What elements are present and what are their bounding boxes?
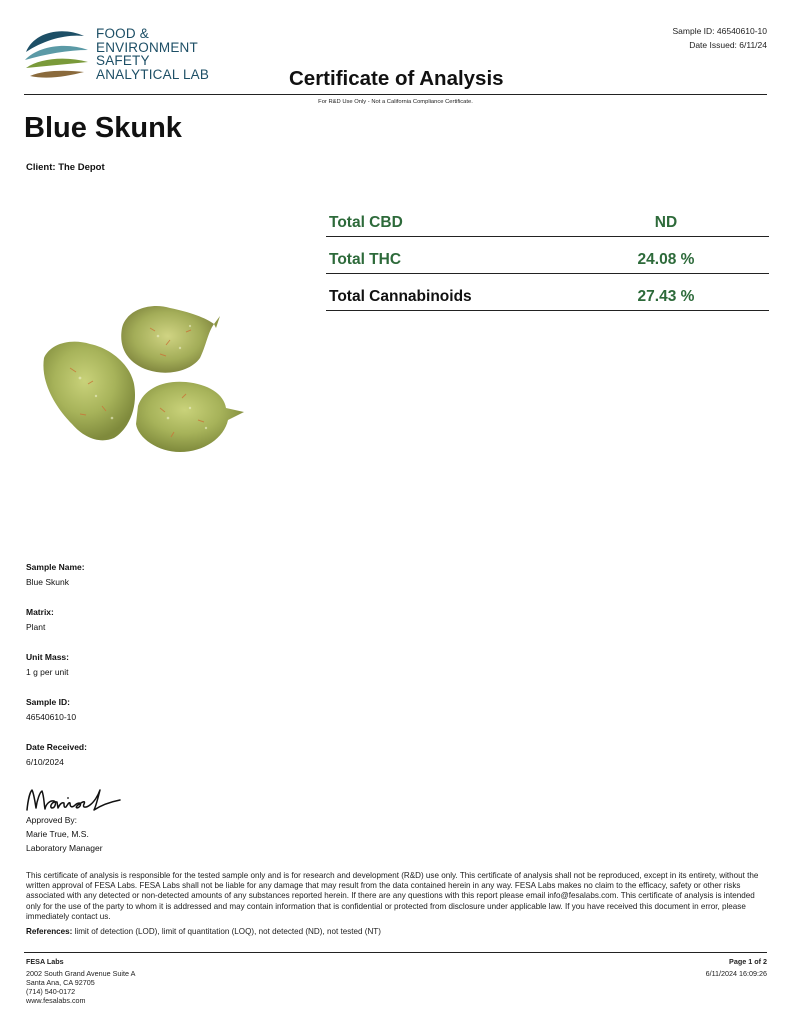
summary-value: ND (654, 214, 678, 231)
approval-block (26, 813, 103, 855)
legal-disclaimer: This certificate of analysis is responsible for the tested sample only and is for research and development (R&D) use only. This certificate of analysis shall not be reproduced, except in its entirety, without the written approval of FESA Labs. FESA Labs shall not be liable for any damage that may result from the data contained herein in any way. FESA Labs makes no claim to the efficacy, safety or other risks associated with any detected or non-detected amounts of any substances reported herein. If there are any questions with this report please email info@fesalabs.com. This certificate of analysis is intended only for the use of the party to whom it is addressed and may contain information that is confidential or protected from disclosure under applicable law. If you have received this document in error, please immediately contact us. (26, 871, 759, 921)
approved-by-label: Approved By: (26, 815, 78, 825)
summary-label: Total THC (329, 251, 402, 268)
references (26, 927, 766, 936)
summary-label: Total Cannabinoids (329, 288, 472, 305)
field-label: Unit Mass: (26, 652, 69, 662)
footer-website[interactable]: www.fesalabs.com (26, 996, 86, 1005)
fesa-logo-wordmark (96, 27, 209, 81)
meta-date-issued: Date Issued: 6/11/24 (689, 40, 767, 50)
field-unit-mass (26, 652, 326, 697)
meta-sample-id: Sample ID: 46540610-10 (672, 26, 767, 36)
summary-label: Total CBD (329, 214, 403, 231)
summary-row-total-thc (326, 237, 769, 274)
logo-line-4: ANALYTICAL LAB (96, 66, 210, 82)
field-value: 1 g per unit (26, 667, 69, 677)
header-divider (24, 94, 767, 95)
field-sample-name (26, 562, 326, 607)
field-label: Date Received: (26, 742, 87, 752)
fesa-logo (22, 22, 212, 92)
certificate-title: Certificate of Analysis (289, 67, 504, 90)
summary-value: 27.43 % (637, 288, 695, 305)
summary-row-total-cbd (326, 200, 769, 237)
signature-icon (24, 780, 124, 816)
footer-page-info (706, 957, 767, 978)
logo-line-3: SAFETY (96, 53, 150, 68)
field-value: Plant (26, 622, 46, 632)
field-label: Matrix: (26, 607, 54, 617)
footer-timestamp: 6/11/2024 16:09:26 (705, 969, 767, 978)
footer-company: FESA Labs (26, 957, 64, 966)
compliance-disclaimer: For R&D Use Only - Not a California Compliance Certificate. (318, 99, 473, 105)
footer-address-line-2: Santa Ana, CA 92705 (26, 978, 95, 987)
client-name: Client: The Depot (26, 162, 105, 173)
field-value: Blue Skunk (26, 577, 69, 587)
product-photo (30, 288, 255, 463)
page-number: Page 1 of 2 (729, 957, 767, 966)
field-matrix (26, 607, 326, 652)
fesa-logo-icon (22, 22, 92, 92)
field-label: Sample Name: (26, 562, 85, 572)
footer-phone: (714) 540-0172 (26, 987, 76, 996)
field-sample-id (26, 697, 326, 742)
approver-name: Marie True, M.S. (26, 829, 89, 839)
field-value: 6/10/2024 (26, 757, 64, 767)
cannabinoid-summary (326, 200, 769, 311)
footer-address (26, 957, 135, 1005)
report-meta (672, 24, 767, 52)
field-value: 46540610-10 (26, 712, 77, 722)
summary-value: 24.08 % (637, 251, 695, 268)
approver-role: Laboratory Manager (26, 843, 103, 853)
logo-line-2: ENVIRONMENT (96, 39, 198, 55)
logo-line-1: FOOD & (96, 26, 149, 41)
footer-address-line-1: 2002 South Grand Avenue Suite A (26, 969, 136, 978)
product-name: Blue Skunk (24, 112, 182, 144)
references-label: References: (26, 927, 73, 936)
summary-row-total-cannabinoids (326, 274, 769, 311)
footer-divider (24, 952, 767, 953)
references-text: limit of detection (LOD), limit of quantitation (LOQ), not detected (ND), not tested (NT) (72, 927, 381, 936)
field-label: Sample ID: (26, 697, 70, 707)
sample-details (26, 562, 326, 787)
